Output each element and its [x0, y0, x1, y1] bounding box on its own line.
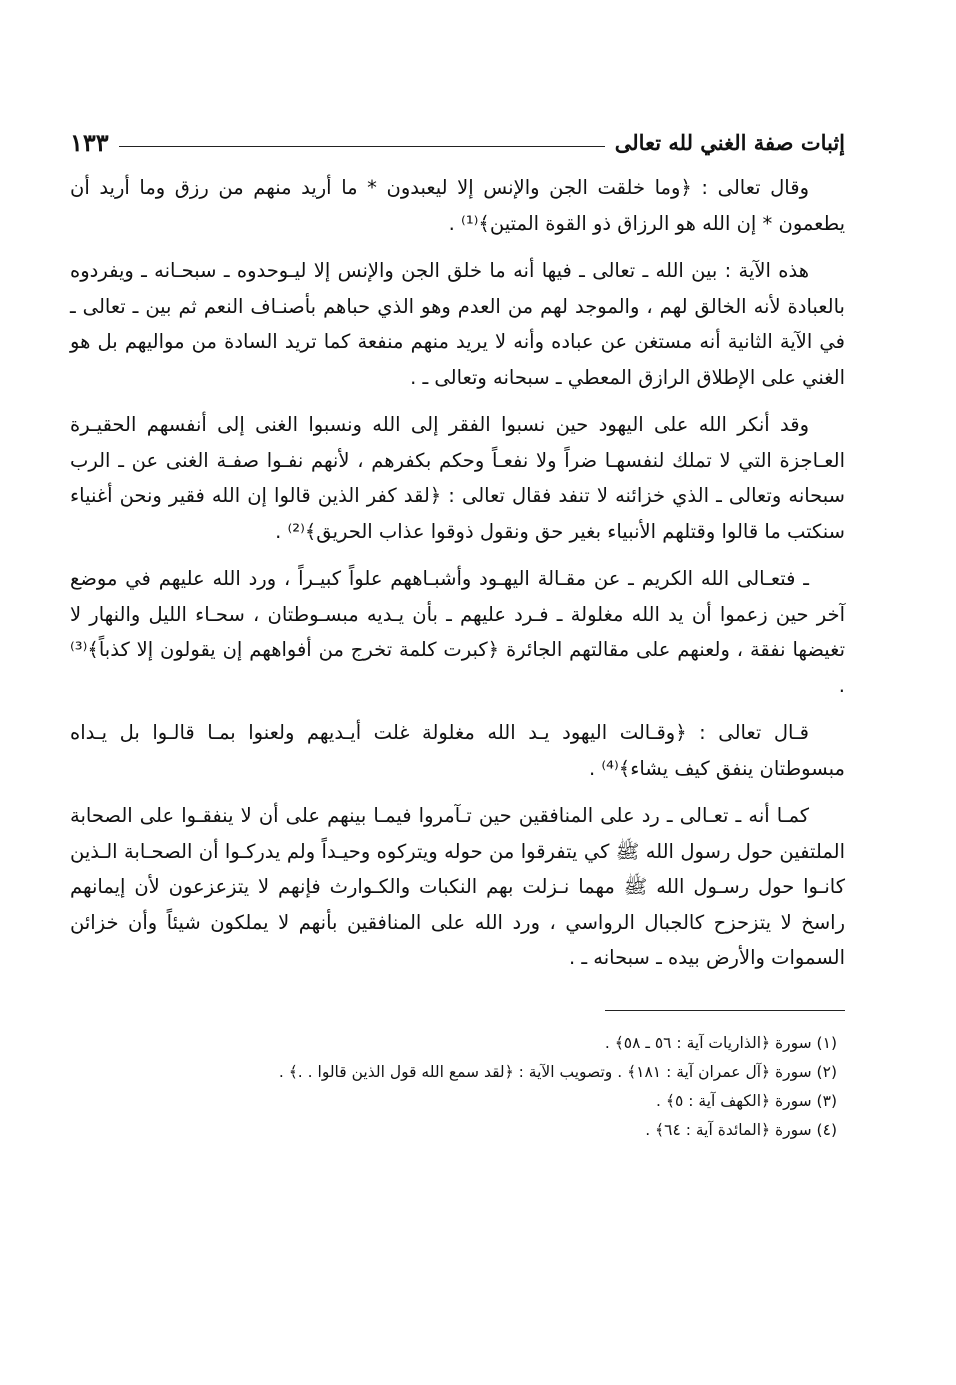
footnotes-list [70, 1029, 845, 1145]
paragraph-6: كمـا أنه ـ تعـالى ـ رد على المنافقين حين تـآمروا فيمـا بينهم على أن لا ينفقـوا على الصحابة الملتفين حول رسول الله ﷺ كي يتفرقوا من حوله ويتركوه وحيـداً ولم يدركـوا أن الصحـابة الـذين كانـوا حول رسـول الله ﷺ مهما نـزلت بهم النكبات والكـوارث فإنهم لا يتزعزعون لأن إيمانهم راسخ لا يتزحزح كالجبال الرواسي ، ورد الله على المنافقين بأنهم لا يملكون شيئاً وأن خزائن السموات والأرض بيده ـ سبحانه ـ . [70, 804, 845, 969]
paragraph-1: وقال تعالى : ﴿وما خلقت الجن والإنس إلا ليعبدون * ما أريد منهم من رزق وما أريد أن يطعمون * إن الله هو الرزاق ذو القوة المتين﴾⁽¹⁾ . [70, 176, 845, 235]
header-rule [119, 146, 605, 147]
footnote-3: (٣) سورة ﴿الكهف آية : ٥﴾ . [656, 1091, 837, 1110]
footnote-1: (١) سورة ﴿الذاريات آية : ٥٦ ـ ٥٨﴾ . [604, 1033, 837, 1052]
paragraph-5: قـال تعالى : ﴿وقـالت اليهود يـد الله مغلولة غلت أيـديهم ولعنوا بمـا قالـوا بل يـداه مبسوطتان ينفق كيف يشاء﴾⁽⁴⁾ . [70, 721, 845, 780]
chapter-title: إثبات صفة الغني لله تعالى [614, 129, 845, 155]
paragraph-4: ـ فتعـالى الله الكريم ـ عن مقـالة اليهـود وأشبـاههم علواً كبيـراً ، ورد الله عليهم في موضع آخر حين زعموا أن يد الله مغلولة ـ فـرد عليهم ـ بأن يـديه مبسـوطتان ، سحـاء الليل والنهار لا تغيضها نفقة ، ولعنهم على مقالتهم الجائرة ﴿كبرت كلمة تخرج من أفواههم إن يقولون إلا كذباً﴾⁽³⁾ . [70, 567, 845, 697]
footnote-2: (٢) سورة ﴿آل عمران آية : ١٨١﴾ . وتصويب الآية : ﴿لقد سمع الله قول الذين قالوا . .﴾ . [278, 1062, 837, 1081]
book-page [70, 120, 845, 1145]
paragraph-3: وقد أنكر الله على اليهود حين نسبوا الفقر إلى الله ونسبوا الغنى إلى أنفسهم الحقيـرة العـاجزة التي لا تملك لنفسهـا ضراً ولا نفعـاً وحكم بكفرهم ، لأنهم نفـوا صفـة الغنى عن ـ الرب سبحانه وتعالى ـ الذي خزائنه لا تنفد فقال تعالى : ﴿لقد كفر الذين قالوا إن الله فقير ونحن أغنياء سنكتب ما قالوا وقتلهم الأنبياء بغير حق ونقول ذوقوا عذاب الحريق﴾⁽²⁾ . [70, 413, 845, 543]
page-number: ١٣٣ [70, 127, 109, 157]
paragraph-2: هذه الآية : بين الله ـ تعالى ـ فيها أنه ما خلق الجن والإنس إلا ليـوحدوه ـ سبحـانه ـ ويفردوه بالعبادة لأنه الخالق لهم ، والموجد لهم من العدم وهو الذي حباهم بأصنـاف النعم ثم بين ـ تعالى ـ في الآية الثانية أنه مستغن عن عباده وأنه لا يريد منهم منفعة كما تريد السادة من مواليهم بل هو الغني على الإطلاق الرازق المعطي ـ سبحانه وتعالى ـ . [70, 259, 845, 389]
footnote-divider [605, 1010, 845, 1011]
footnote-4: (٤) سورة ﴿المائدة آية : ٦٤﴾ . [645, 1120, 837, 1139]
running-header [70, 120, 845, 164]
